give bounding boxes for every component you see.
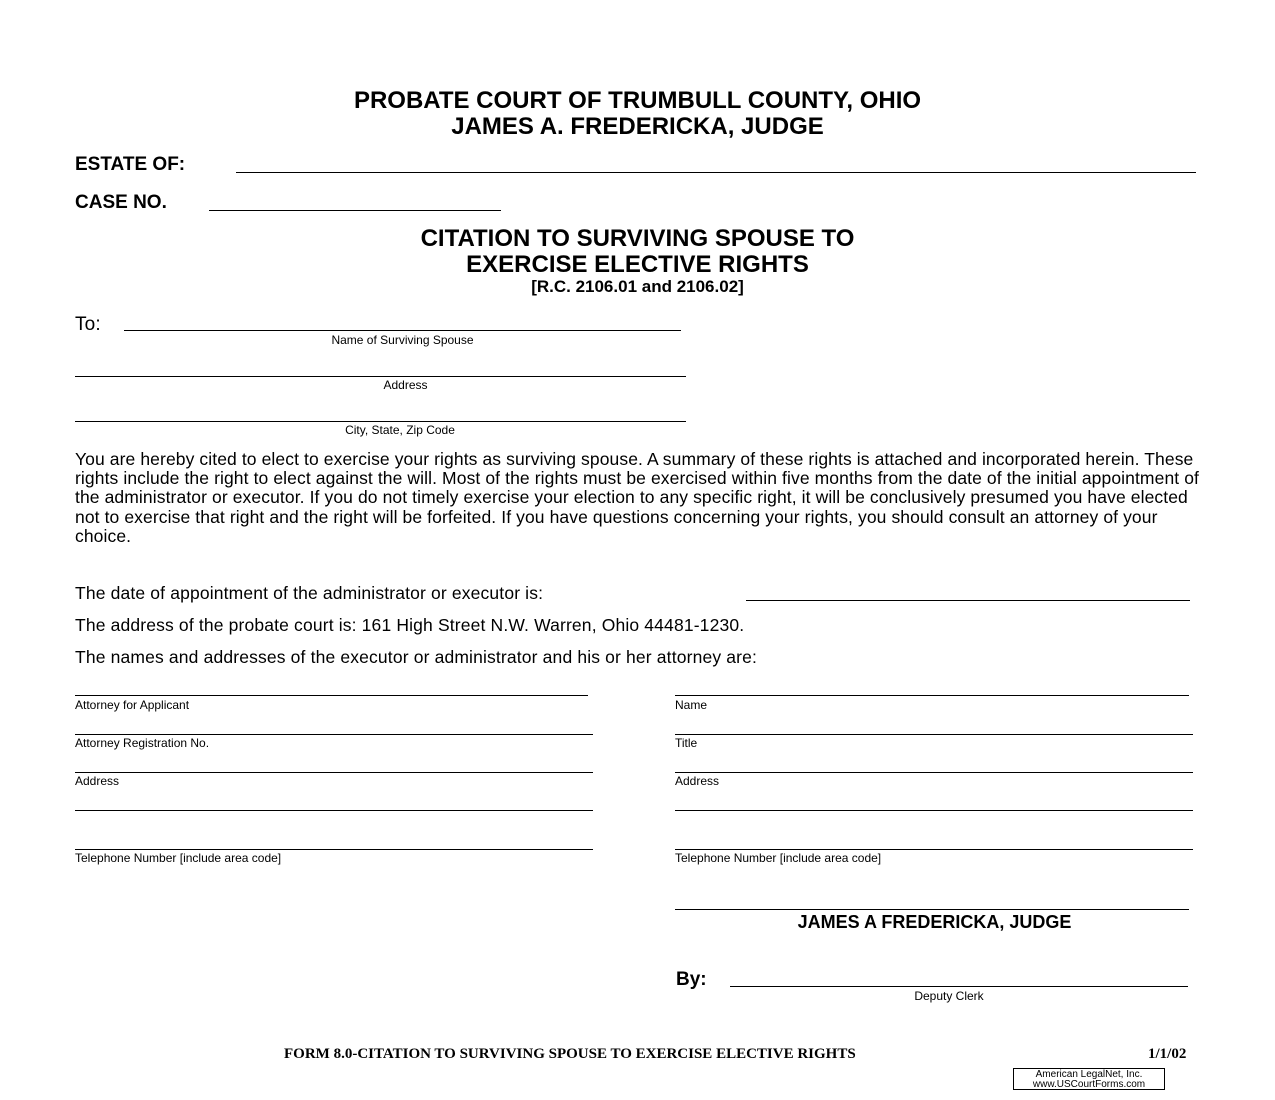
executor-telephone-caption: Telephone Number [include area code] (675, 851, 882, 865)
court-address-statement: The address of the probate court is: 161 High Street N.W. Warren, Ohio 44481-1230. (75, 615, 745, 635)
to-label: To: (75, 314, 101, 335)
citation-title-line1: CITATION TO SURVIVING SPOUSE TO (420, 225, 855, 252)
statute-reference: [R.C. 2106.01 and 2106.02] (531, 277, 744, 296)
executor-telephone-field[interactable] (675, 849, 1193, 850)
attorney-registration-field[interactable] (75, 734, 593, 735)
publisher-name: American LegalNet, Inc. (1035, 1069, 1143, 1080)
executor-address-caption: Address (675, 774, 720, 788)
surviving-spouse-name-caption: Name of Surviving Spouse (331, 333, 474, 347)
attorney-address-field[interactable] (75, 772, 593, 773)
judge-heading: JAMES A. FREDERICKA, JUDGE (451, 113, 824, 140)
judge-signature-name: JAMES A FREDERICKA, JUDGE (797, 912, 1072, 932)
city-state-zip-field[interactable] (75, 421, 686, 422)
attorney-telephone-field[interactable] (75, 849, 593, 850)
form-date: 1/1/02 (1148, 1046, 1187, 1062)
attorney-for-applicant-field[interactable] (75, 695, 588, 696)
case-label: CASE NO. (75, 192, 167, 213)
case-number-field[interactable] (209, 210, 501, 211)
publisher-website: www.USCourtForms.com (1032, 1079, 1146, 1090)
executor-title-caption: Title (675, 736, 698, 750)
address-field[interactable] (75, 376, 686, 377)
form-title-footer: FORM 8.0-CITATION TO SURVIVING SPOUSE TO EXERCISE ELECTIVE RIGHTS (284, 1046, 856, 1062)
judge-signature-line[interactable] (675, 909, 1189, 910)
names-addresses-statement: The names and addresses of the executor or administrator and his or her attorney are: (75, 647, 757, 667)
executor-address-line2-field[interactable] (675, 810, 1193, 811)
attorney-telephone-caption: Telephone Number [include area code] (75, 851, 282, 865)
by-label: By: (676, 969, 707, 990)
estate-field[interactable] (236, 172, 1196, 173)
executor-name-caption: Name (675, 698, 708, 712)
executor-title-field[interactable] (675, 734, 1193, 735)
attorney-address-caption: Address (75, 774, 120, 788)
attorney-registration-caption: Attorney Registration No. (75, 736, 210, 750)
citation-title-line2: EXERCISE ELECTIVE RIGHTS (466, 251, 809, 278)
publisher-stamp (1013, 1068, 1165, 1090)
estate-label: ESTATE OF: (75, 154, 186, 175)
appointment-date-field[interactable] (746, 600, 1190, 601)
attorney-address-line2-field[interactable] (75, 810, 593, 811)
deputy-clerk-signature-field[interactable] (730, 986, 1188, 987)
city-state-zip-caption: City, State, Zip Code (345, 423, 455, 437)
executor-name-field[interactable] (675, 695, 1189, 696)
attorney-for-applicant-caption: Attorney for Applicant (75, 698, 190, 712)
executor-address-field[interactable] (675, 772, 1193, 773)
address-caption: Address (383, 378, 428, 392)
court-heading: PROBATE COURT OF TRUMBULL COUNTY, OHIO (353, 87, 922, 114)
citation-paragraph: You are hereby cited to elect to exercise your rights as surviving spouse. A summary of these rights is attached and incorporated herein. These rights include the right to elect against the will. Most of the rights must be exercised within five months from the date of the initial appointment of the administrator or executor. If you do not timely exercise your election to any specific right, it will be conclusively presumed you have elected not to exercise that right and the right will be forfeited. If you have questions concerning your rights, you should consult an attorney of your choice. (75, 449, 1199, 546)
surviving-spouse-name-field[interactable] (124, 330, 681, 331)
deputy-clerk-caption: Deputy Clerk (914, 989, 984, 1003)
appointment-date-statement: The date of appointment of the administrator or executor is: (75, 583, 544, 603)
